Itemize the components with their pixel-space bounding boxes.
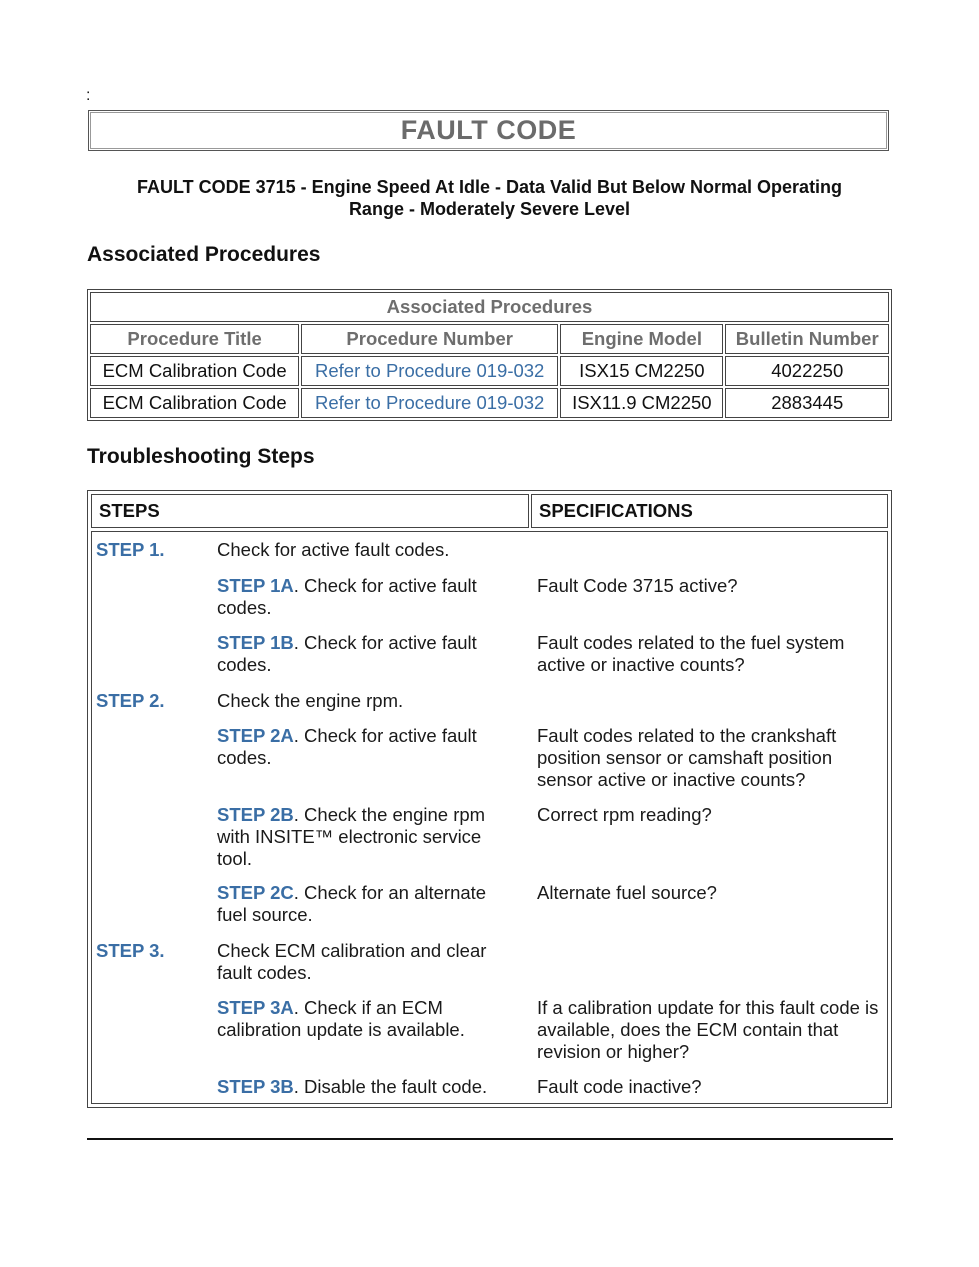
step-1a-text: . Check for active fault codes. — [217, 575, 477, 618]
step-2a-description — [217, 725, 517, 769]
column-header-bulletin-number: Bulletin Number — [725, 324, 889, 354]
associated-procedures-heading: Associated Procedures — [87, 243, 321, 266]
step-2a-text: . Check for active fault codes. — [217, 725, 477, 768]
step-2c-text: . Check for an alternate fuel source. — [217, 882, 487, 925]
step-3-description: Check ECM calibration and clear fault codes. — [217, 940, 487, 983]
procedure-link[interactable]: Refer to Procedure 019-032 — [315, 392, 545, 413]
step-3b-spec: Fault code inactive? — [537, 1076, 702, 1097]
step-2a-spec: Fault codes related to the crankshaft position sensor or camshaft position sensor active or inactive counts? — [537, 725, 837, 790]
step-2b-spec: Correct rpm reading? — [537, 804, 712, 825]
fault-code-title — [88, 176, 891, 220]
column-header-procedure-number: Procedure Number — [301, 324, 558, 354]
step-2a-link[interactable]: STEP 2A — [217, 725, 294, 746]
step-3b-text: . Disable the fault code. — [293, 1076, 488, 1097]
step-2b-description — [217, 804, 517, 870]
procedure-number-cell — [301, 388, 558, 418]
step-1a-description — [217, 575, 517, 619]
step-3a-link[interactable]: STEP 3A — [217, 997, 294, 1018]
engine-model-cell: ISX11.9 CM2250 — [560, 388, 723, 418]
step-3a-text: . Check if an ECM calibration update is available. — [217, 997, 465, 1040]
step-2c-link[interactable]: STEP 2C — [217, 882, 294, 903]
step-3a-description — [217, 997, 517, 1041]
associated-procedures-table — [87, 289, 892, 421]
step-1a-link[interactable]: STEP 1A — [217, 575, 294, 596]
step-3a-spec: If a calibration update for this fault code is available, does the ECM contain that revision or higher? — [537, 997, 879, 1062]
page-banner — [88, 110, 889, 151]
table-row — [90, 388, 889, 418]
procedure-number-cell — [301, 356, 558, 386]
engine-model-cell: ISX15 CM2250 — [560, 356, 723, 386]
bulletin-number-cell: 4022250 — [725, 356, 889, 386]
step-2b-text: . Check the engine rpm with INSITE™ electronic service tool. — [217, 804, 486, 869]
step-2-description: Check the engine rpm. — [217, 690, 404, 711]
fault-title-line-2: Range - Moderately Severe Level — [348, 199, 631, 219]
step-2-link[interactable]: STEP 2. — [96, 690, 165, 711]
step-3b-description — [217, 1076, 517, 1098]
step-1b-description — [217, 632, 517, 676]
banner-title: FAULT CODE — [400, 115, 577, 145]
column-header-engine-model: Engine Model — [560, 324, 723, 354]
column-header-specifications: SPECIFICATIONS — [531, 494, 888, 528]
step-2c-spec: Alternate fuel source? — [537, 882, 717, 903]
step-3-link[interactable]: STEP 3. — [96, 940, 165, 961]
table-caption: Associated Procedures — [90, 292, 889, 322]
troubleshooting-steps-heading: Troubleshooting Steps — [87, 445, 315, 468]
procedure-title-cell: ECM Calibration Code — [90, 388, 299, 418]
fault-title-line-1: FAULT CODE 3715 - Engine Speed At Idle - Data Valid But Below Normal Operating — [136, 177, 843, 197]
footer-divider — [87, 1138, 893, 1140]
page-marker: : — [86, 87, 91, 104]
bulletin-number-cell: 2883445 — [725, 388, 889, 418]
column-header-procedure-title: Procedure Title — [90, 324, 299, 354]
step-1a-spec: Fault Code 3715 active? — [537, 575, 738, 596]
step-1b-link[interactable]: STEP 1B — [217, 632, 294, 653]
step-1-link[interactable]: STEP 1. — [96, 539, 165, 560]
step-2b-link[interactable]: STEP 2B — [217, 804, 294, 825]
step-3b-link[interactable]: STEP 3B — [217, 1076, 294, 1097]
step-2c-description — [217, 882, 517, 926]
column-header-steps: STEPS — [91, 494, 529, 528]
procedure-link[interactable]: Refer to Procedure 019-032 — [315, 360, 545, 381]
step-1-description: Check for active fault codes. — [217, 539, 450, 560]
table-row — [90, 356, 889, 386]
procedure-title-cell: ECM Calibration Code — [90, 356, 299, 386]
step-1b-text: . Check for active fault codes. — [217, 632, 477, 675]
step-1b-spec: Fault codes related to the fuel system active or inactive counts? — [537, 632, 845, 675]
